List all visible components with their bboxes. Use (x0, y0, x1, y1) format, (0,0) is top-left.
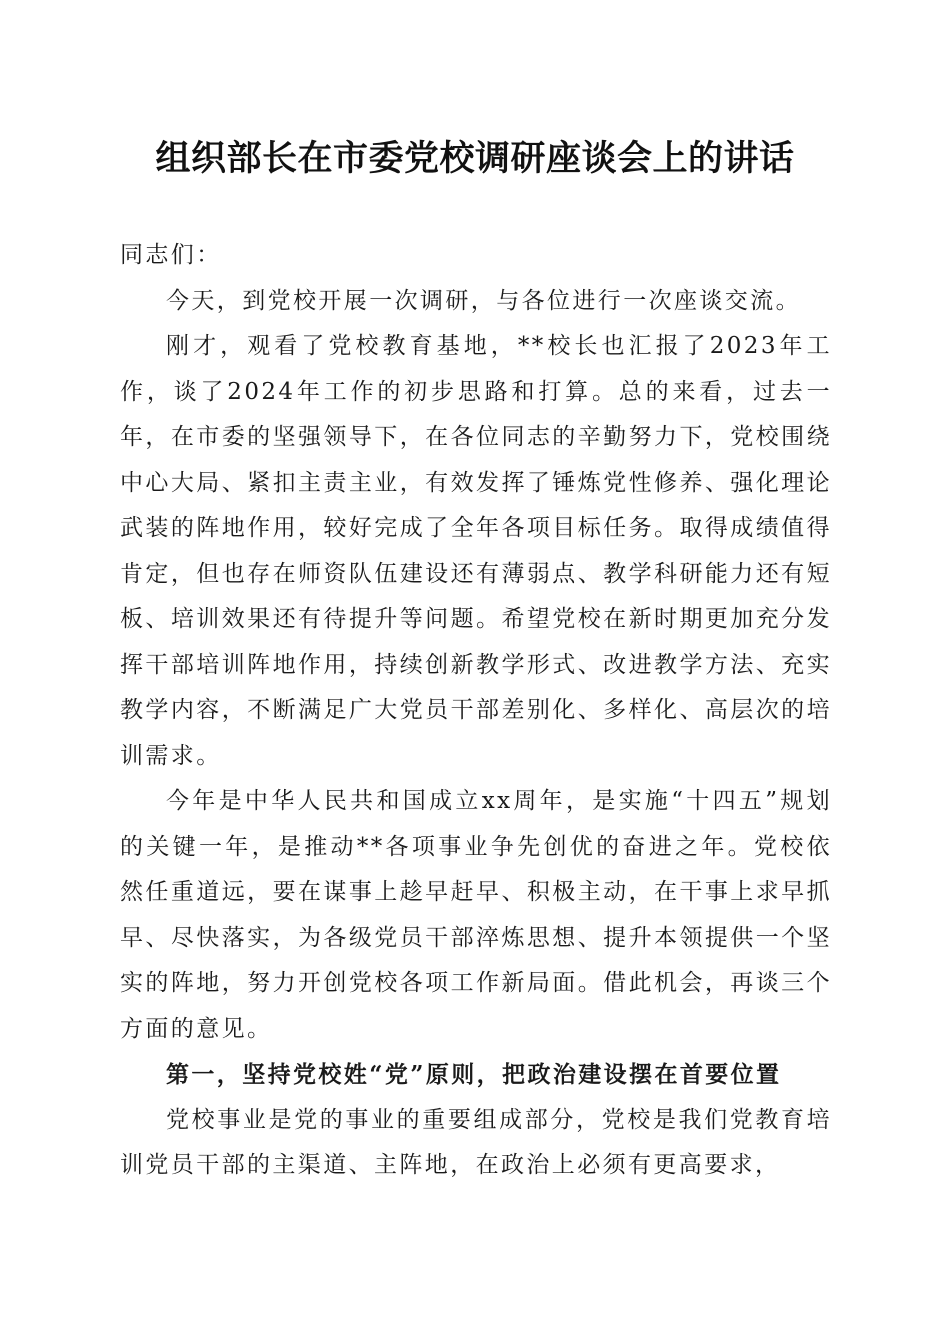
paragraph-review: 刚才，观看了党校教育基地，**校长也汇报了2023年工作，谈了2024年工作的初步思路和打算。总的来看，过去一年，在市委的坚强领导下，在各位同志的辛勤努力下，党校围绕中心大局、紧扣主责主业，有效发挥了锤炼党性修养、强化理论武装的阵地作用，较好完成了全年各项目标任务。取得成绩值得肯定，但也存在师资队伍建设还有薄弱点、教学科研能力还有短板、培训效果还有待提升等问题。希望党校在新时期更加充分发挥干部培训阵地作用，持续创新教学形式、改进教学方法、充实教学内容，不断满足广大党员干部差别化、多样化、高层次的培训需求。 (120, 333, 832, 769)
section-heading: 第一，坚持党校姓“党”原则，把政治建设摆在首要位置 (166, 1061, 782, 1088)
document-title: 组织部长在市委党校调研座谈会上的讲话 (155, 138, 795, 179)
paragraph-intro: 今天，到党校开展一次调研，与各位进行一次座谈交流。 (166, 287, 801, 314)
section-paragraph: 党校事业是党的事业的重要组成部分，党校是我们党教育培训党员干部的主渠道、主阵地，在政治上必须有更高要求， (120, 1106, 832, 1178)
salutation: 同志们： (120, 242, 222, 268)
document-body (120, 233, 832, 1189)
paragraph-outlook: 今年是中华人民共和国成立xx周年，是实施“十四五”规划的关键一年，是推动**各项事业争先创优的奋进之年。党校依然任重道远，要在谋事上趁早赶早、积极主动，在干事上求早抓早、尽快落实，为各级党员干部淬炼思想、提升本领提供一个坚实的阵地，努力开创党校各项工作新局面。借此机会，再谈三个方面的意见。 (120, 788, 832, 1042)
